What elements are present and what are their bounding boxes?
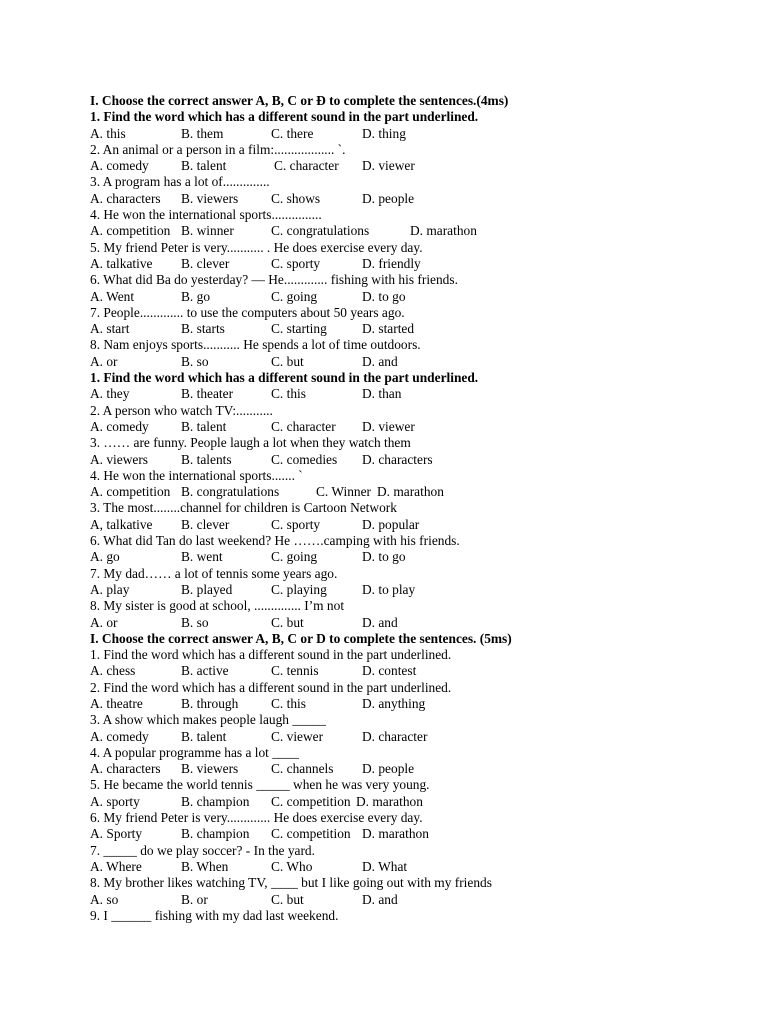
question-text: 7. People............. to use the computers about 50 years ago. (90, 304, 405, 320)
answer-options-row (90, 663, 710, 679)
answer-options-row (90, 191, 710, 207)
question-text: 3. A program has a lot of.............. (90, 174, 270, 190)
answer-options-row (90, 859, 710, 875)
question-text: 2. An animal or a person in a film:.................. `. (90, 141, 346, 157)
answer-option: D. to go (362, 549, 406, 565)
answer-option: D. to play (362, 581, 416, 597)
answer-options-row (90, 761, 710, 777)
question-text: 6. What did Ba do yesterday? — He............. fishing with his friends. (90, 272, 458, 288)
answer-options-row (90, 223, 710, 239)
question-text: 1. Find the word which has a different sound in the part underlined. (90, 647, 452, 663)
answer-option: B. or (181, 891, 208, 907)
answer-options-row (90, 289, 710, 305)
answer-option: A. comedy (90, 728, 149, 744)
answer-option: B. winner (181, 223, 234, 239)
answer-option: B. congratulations (181, 484, 280, 500)
answer-options-row (90, 696, 710, 712)
answer-option: D. viewer (362, 158, 415, 174)
question-text: 2. Find the word which has a different sound in the part underlined. (90, 679, 452, 695)
answer-options-row (90, 615, 710, 631)
answer-option: C. there (271, 125, 314, 141)
answer-option: A. so (90, 891, 119, 907)
answer-option: C. starting (271, 321, 327, 337)
answer-option: B. viewers (181, 190, 239, 206)
answer-options-row (90, 794, 710, 810)
answer-option: D. marathon (377, 484, 444, 500)
answer-option: D. popular (362, 516, 420, 532)
answer-options-row (90, 321, 710, 337)
answer-options-row (90, 549, 710, 565)
question-text: 7. _____ do we play soccer? - In the yard. (90, 842, 315, 858)
answer-option: D. marathon (356, 793, 423, 809)
answer-option: D. started (362, 321, 415, 337)
answer-option: A. talkative (90, 255, 153, 271)
answer-option: C. but (271, 353, 304, 369)
answer-option: B. so (181, 353, 209, 369)
answer-option: A. comedy (90, 158, 149, 174)
answer-option: A. or (90, 614, 118, 630)
question-text: 3. The most........channel for children is Cartoon Network (90, 500, 397, 516)
answer-option: B. talent (181, 728, 227, 744)
answer-option: D. friendly (362, 255, 421, 271)
answer-option: A, talkative (90, 516, 153, 532)
answer-option: D. people (362, 761, 415, 777)
answer-option: A. play (90, 581, 130, 597)
answer-option: B. viewers (181, 761, 239, 777)
answer-options-row (90, 354, 710, 370)
section-heading: I. Choose the correct answer A, B, C or Đ to complete the sentences.(4ms) (90, 93, 509, 108)
answer-option: B. talents (181, 451, 232, 467)
answer-option: B. so (181, 614, 209, 630)
answer-option: B. When (181, 858, 229, 874)
answer-options-row (90, 892, 710, 908)
question-text: 4. A popular programme has a lot ____ (90, 744, 300, 760)
answer-option: C. competition (271, 826, 351, 842)
section-heading: 1. Find the word which has a different sound in the part underlined. (90, 109, 479, 125)
question-text: 9. I ______ fishing with my dad last weekend. (90, 907, 339, 923)
answer-options-row (90, 256, 710, 272)
answer-option: B. champion (181, 826, 250, 842)
answer-option: A. characters (90, 761, 161, 777)
answer-option: A. competition (90, 223, 171, 239)
answer-option: D. character (362, 728, 428, 744)
answer-option: C. going (271, 288, 318, 304)
question-text: 4. He won the international sports............... (90, 207, 322, 223)
answer-option: A. go (90, 549, 120, 565)
answer-option: A. viewers (90, 451, 149, 467)
question-text: 8. My brother likes watching TV, ____ but I like going out with my friends (90, 875, 492, 891)
answer-option: B. through (181, 695, 239, 711)
answer-options-row (90, 826, 710, 842)
answer-option: A. chess (90, 663, 136, 679)
answer-option: C. but (271, 891, 304, 907)
answer-option: B. talent (181, 158, 227, 174)
question-text: 5. He became the world tennis _____ when he was very young. (90, 777, 430, 793)
answer-option: D. people (362, 190, 415, 206)
answer-option: D. anything (362, 695, 426, 711)
answer-option: D. thing (362, 125, 406, 141)
question-text: 3. …… are funny. People laugh a lot when they watch them (90, 435, 411, 451)
answer-option: B. theater (181, 386, 234, 402)
answer-option: C. viewer (271, 728, 324, 744)
answer-option: B. champion (181, 793, 250, 809)
answer-option: D. contest (362, 663, 417, 679)
question-text: 6. My friend Peter is very............. He does exercise every day. (90, 810, 423, 826)
answer-option: A. Went (90, 288, 135, 304)
answer-option: A. start (90, 321, 130, 337)
answer-option: B. went (181, 549, 223, 565)
question-text: 7. My dad…… a lot of tennis some years ago. (90, 565, 338, 581)
answer-option: B. clever (181, 255, 230, 271)
answer-option: C. sporty (271, 516, 321, 532)
answer-options-row (90, 452, 710, 468)
answer-option: A. competition (90, 484, 171, 500)
answer-option: D. than (362, 386, 402, 402)
answer-option: C. sporty (271, 255, 321, 271)
answer-option: C. going (271, 549, 318, 565)
answer-option: A. characters (90, 190, 161, 206)
answer-option: B. talent (181, 418, 227, 434)
answer-options-row (90, 517, 710, 533)
worksheet-content (90, 93, 710, 924)
answer-option: A. Where (90, 858, 142, 874)
answer-option: D. to go (362, 288, 406, 304)
answer-option: A. sporty (90, 793, 140, 809)
answer-option: C. this (271, 695, 306, 711)
answer-option: D. viewer (362, 418, 415, 434)
answer-option: D. marathon (410, 223, 477, 239)
question-text: 2. A person who watch TV:........... (90, 402, 273, 418)
answer-option: A. this (90, 125, 126, 141)
section-heading: 1. Find the word which has a different sound in the part underlined. (90, 370, 479, 386)
answer-option: C. Who (271, 858, 313, 874)
answer-option: B. active (181, 663, 229, 679)
question-text: 6. What did Tan do last weekend? He …….camping with his friends. (90, 533, 460, 549)
answer-options-row (90, 729, 710, 745)
question-text: 8. My sister is good at school, .............. I’m not (90, 598, 345, 614)
answer-option: C. shows (271, 190, 321, 206)
answer-option: B. starts (181, 321, 225, 337)
question-text: 8. Nam enjoys sports........... He spends a lot of time outdoors. (90, 337, 421, 353)
answer-options-row (90, 126, 710, 142)
answer-option: C. character (271, 418, 336, 434)
answer-option: B. played (181, 581, 233, 597)
answer-option: B. go (181, 288, 211, 304)
answer-option: B. clever (181, 516, 230, 532)
answer-option: C. channels (271, 761, 334, 777)
answer-option: C. character (274, 158, 339, 174)
answer-option: A. comedy (90, 418, 149, 434)
answer-options-row (90, 158, 710, 174)
answer-options-row (90, 419, 710, 435)
answer-option: C. this (271, 386, 306, 402)
answer-option: A. Sporty (90, 826, 143, 842)
question-text: 4. He won the international sports....... ` (90, 467, 303, 483)
answer-option: C. Winner (316, 484, 372, 500)
answer-option: D. and (362, 614, 398, 630)
question-text: 3. A show which makes people laugh _____ (90, 712, 326, 728)
answer-option: D. characters (362, 451, 433, 467)
answer-option: D. and (362, 353, 398, 369)
question-text: 5. My friend Peter is very........... . He does exercise every day. (90, 239, 423, 255)
answer-option: C. tennis (271, 663, 319, 679)
answer-option: B. them (181, 125, 224, 141)
answer-option: C. playing (271, 581, 327, 597)
answer-option: C. but (271, 614, 304, 630)
answer-option: A. theatre (90, 695, 143, 711)
answer-option: A. or (90, 353, 118, 369)
answer-option: D. marathon (362, 826, 429, 842)
answer-option: A. they (90, 386, 130, 402)
answer-option: D. What (362, 858, 408, 874)
section-heading: I. Choose the correct answer A, B, C or D to complete the sentences. (5ms) (90, 630, 512, 646)
answer-option: C. congratulations (271, 223, 370, 239)
answer-option: C. comedies (271, 451, 338, 467)
answer-options-row (90, 484, 710, 500)
answer-options-row (90, 386, 710, 402)
answer-option: D. and (362, 891, 398, 907)
answer-options-row (90, 582, 710, 598)
answer-option: C. competition (271, 793, 351, 809)
